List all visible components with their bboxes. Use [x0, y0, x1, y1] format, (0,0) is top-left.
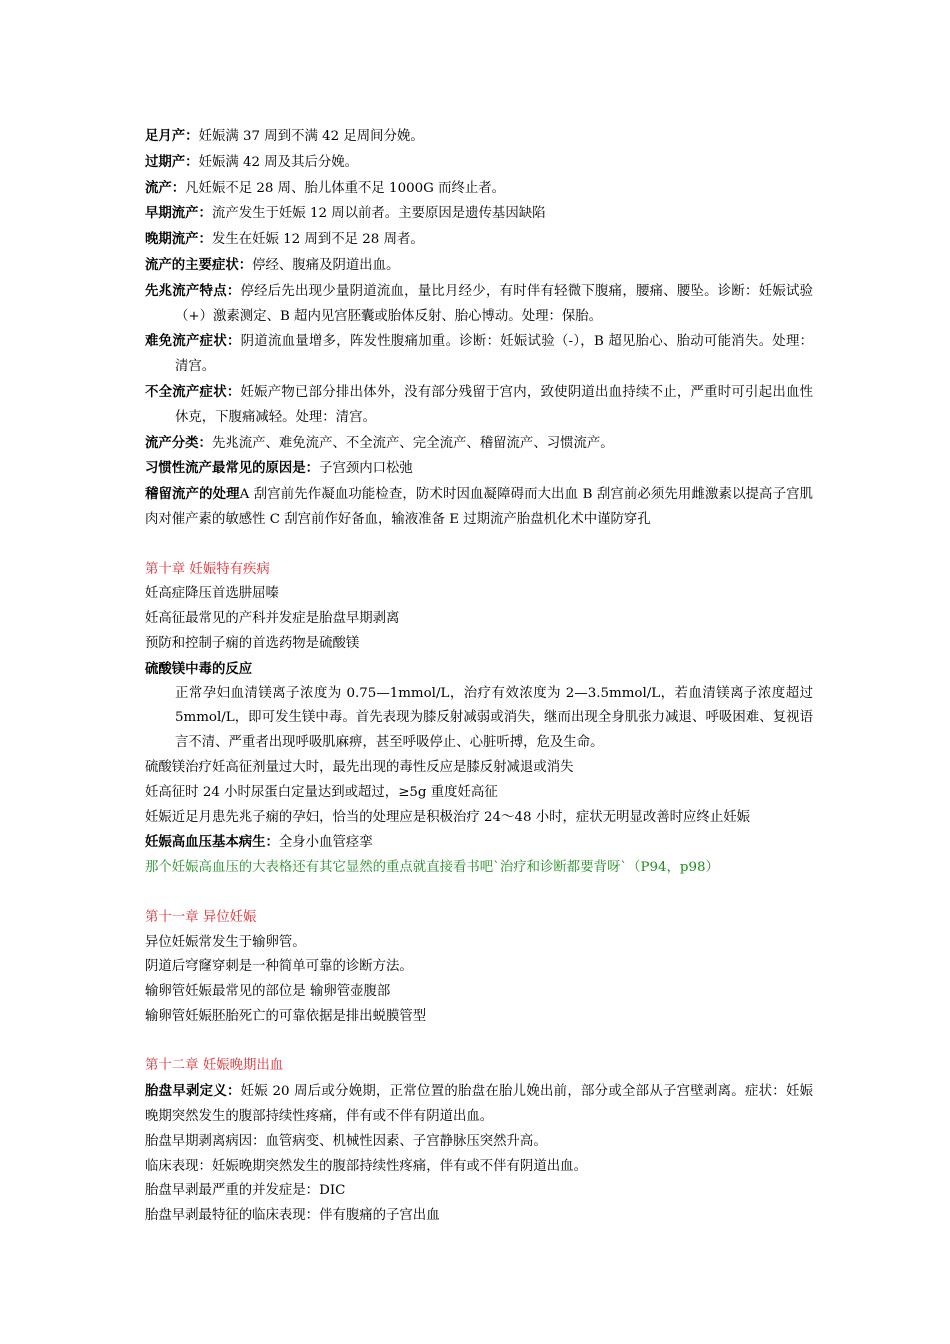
- term-text: 停经、腹痛及阴道出血。: [252, 257, 400, 273]
- term-label: 难免流产症状：: [145, 333, 241, 350]
- magnesium-toxicity-paragraph: 正常孕妇血清镁离子浓度为 0.75—1mmol/L，治疗有效浓度为 2—3.5mmol/L，若血清镁离子浓度超过 5mmol/L，即可发生镁中毒。首先表现为膝反射减弱或消失，继而出现全身肌张力减退、呼吸困难、复视语言不清、严重者出现呼吸肌麻痹，甚至呼吸停止、心脏听搏，危及生命。: [175, 685, 813, 751]
- term-label: 晚期流产：: [145, 231, 212, 248]
- term-text: 发生在妊娠 12 周到不足 28 周者。: [211, 232, 424, 248]
- entry-main-symptoms: [145, 253, 813, 279]
- term-text: 停经后先出现少量阴道流血，量比月经少，有时伴有轻微下腹痛，腰痛、腰坠。诊断：妊娠试验（+）激素测定、B 超内见宫胚囊或胎体反射、胎心博动。处理：保胎。: [175, 283, 814, 324]
- entry-habitual-abortion-cause: [145, 456, 813, 482]
- term-text: 妊娠满 37 周到不满 42 足周间分娩。: [198, 129, 424, 144]
- chapter-11-line: 输卵管妊娠最常见的部位是 输卵管壶腹部: [145, 984, 391, 1000]
- entry-hypertension-pathophysiology: [145, 830, 813, 856]
- term-label: 过期产：: [145, 153, 199, 170]
- term-label: 习惯性流产最常见的原因是：: [145, 460, 320, 477]
- chapter-12-line: 临床表现：妊娠晚期突然发生的腹部持续性疼痛，伴有或不伴有阴道出血。: [145, 1158, 587, 1174]
- term-text: 妊娠产物已部分排出体外，没有部分残留于宫内，致使阴道出血持续不止，严重时可引起出血性休克，下腹痛减轻。处理：清宫。: [175, 384, 814, 425]
- entry-missed-abortion-management: [145, 482, 813, 533]
- entry-abortion-classification: [145, 431, 813, 457]
- entry-inevitable-abortion: [145, 329, 813, 380]
- document-body: [145, 124, 813, 1229]
- chapter-12-line: 胎盘早剥最特征的临床表现：伴有腹痛的子宫出血: [145, 1208, 440, 1224]
- term-label: 不全流产症状：: [145, 383, 241, 400]
- term-label: 早期流产：: [145, 205, 212, 222]
- chapter-10-line: 预防和控制子痫的首选药物是硫酸镁: [145, 635, 360, 651]
- term-label: 妊娠高血压基本病生：: [145, 834, 279, 851]
- term-text: 子宫颈内口松弛: [319, 461, 413, 477]
- entry-threatened-abortion: [145, 279, 813, 330]
- entry-full-term: [145, 124, 813, 150]
- chapter-10-line: 妊娠近足月患先兆子痫的孕妇，恰当的处理应是积极治疗 24～48 小时，症状无明显改善时应终止妊娠: [145, 809, 750, 825]
- entry-placental-abruption-definition: [145, 1079, 813, 1130]
- chapter-10-line: 妊高征时 24 小时尿蛋白定量达到或超过，≥5g 重度妊高征: [145, 784, 498, 800]
- term-label: 足月产：: [145, 128, 199, 144]
- study-note: 那个妊娠高血压的大表格还有其它显然的重点就直接看书吧`治疗和诊断都要背呀`（P94，p98）: [145, 860, 719, 876]
- term-label: 胎盘早剥定义：: [145, 1083, 241, 1100]
- term-text: 先兆流产、难免流产、不全流产、完全流产、稽留流产、习惯流产。: [211, 435, 614, 451]
- term-text: 阴道流血量增多，阵发性腹痛加重。诊断：妊娠试验（-），B 超见胎心、胎动可能消失。处理：清宫。: [175, 334, 813, 375]
- chapter-11-line: 阴道后穹窿穿刺是一种简单可靠的诊断方法。: [145, 959, 413, 975]
- term-text: A 刮宫前先作凝血功能检查，防术时因血凝障碍而大出血 B 刮宫前必须先用雌激素以提高子宫肌肉对催产素的敏感性 C 刮宫前作好备血，输液准备 E 过期流产胎盘机化术中谨防穿孔: [145, 487, 814, 527]
- term-label: 流产的主要症状：: [145, 256, 253, 273]
- chapter-12-line: 胎盘早剥最严重的并发症是：DIC: [145, 1183, 346, 1199]
- chapter-10-line: 妊高征最常见的产科并发症是胎盘早期剥离: [145, 611, 400, 627]
- entry-late-abortion: [145, 227, 813, 253]
- entry-abortion: [145, 176, 813, 202]
- chapter-12-heading: 第十二章 妊娠晚期出血: [145, 1058, 284, 1074]
- term-text: 凡妊娠不足 28 周、胎儿体重不足 1000G 而终止者。: [185, 180, 506, 196]
- chapter-12-line: 胎盘早期剥离病因：血管病变、机械性因素、子宫静脉压突然升高。: [145, 1133, 547, 1149]
- entry-early-abortion: [145, 201, 813, 227]
- term-label: 先兆流产特点：: [145, 282, 241, 299]
- term-text: 流产发生于妊娠 12 周以前者。主要原因是遗传基因缺陷: [211, 206, 546, 222]
- term-text: 妊娠 20 周后或分娩期，正常位置的胎盘在胎儿娩出前，部分或全部从子宫壁剥离。症状：妊娠晚期突然发生的腹部持续性疼痛，伴有或不伴有阴道出血。: [145, 1084, 814, 1125]
- term-label: 稽留流产的处理: [145, 486, 240, 503]
- term-label: 流产：: [145, 179, 186, 196]
- chapter-11-line: 异位妊娠常发生于输卵管。: [145, 934, 306, 950]
- term-text: 全身小血管痉挛: [278, 835, 373, 851]
- term-text: 妊娠满 42 周及其后分娩。: [198, 154, 359, 170]
- term-label: 流产分类：: [145, 434, 212, 451]
- chapter-11-line: 输卵管妊娠胚胎死亡的可靠依据是排出蜕膜管型: [145, 1008, 427, 1024]
- chapter-10-heading: 第十章 妊娠特有疾病: [145, 561, 270, 577]
- entry-post-term: [145, 150, 813, 176]
- magnesium-toxicity-heading: 硫酸镁中毒的反应: [145, 660, 253, 677]
- chapter-11-heading: 第十一章 异位妊娠: [145, 909, 257, 925]
- chapter-10-line: 硫酸镁治疗妊高征剂量过大时，最先出现的毒性反应是膝反射减退或消失: [145, 759, 574, 775]
- entry-incomplete-abortion: [145, 380, 813, 431]
- chapter-10-line: 妊高症降压首选肼屈嗪: [145, 586, 279, 602]
